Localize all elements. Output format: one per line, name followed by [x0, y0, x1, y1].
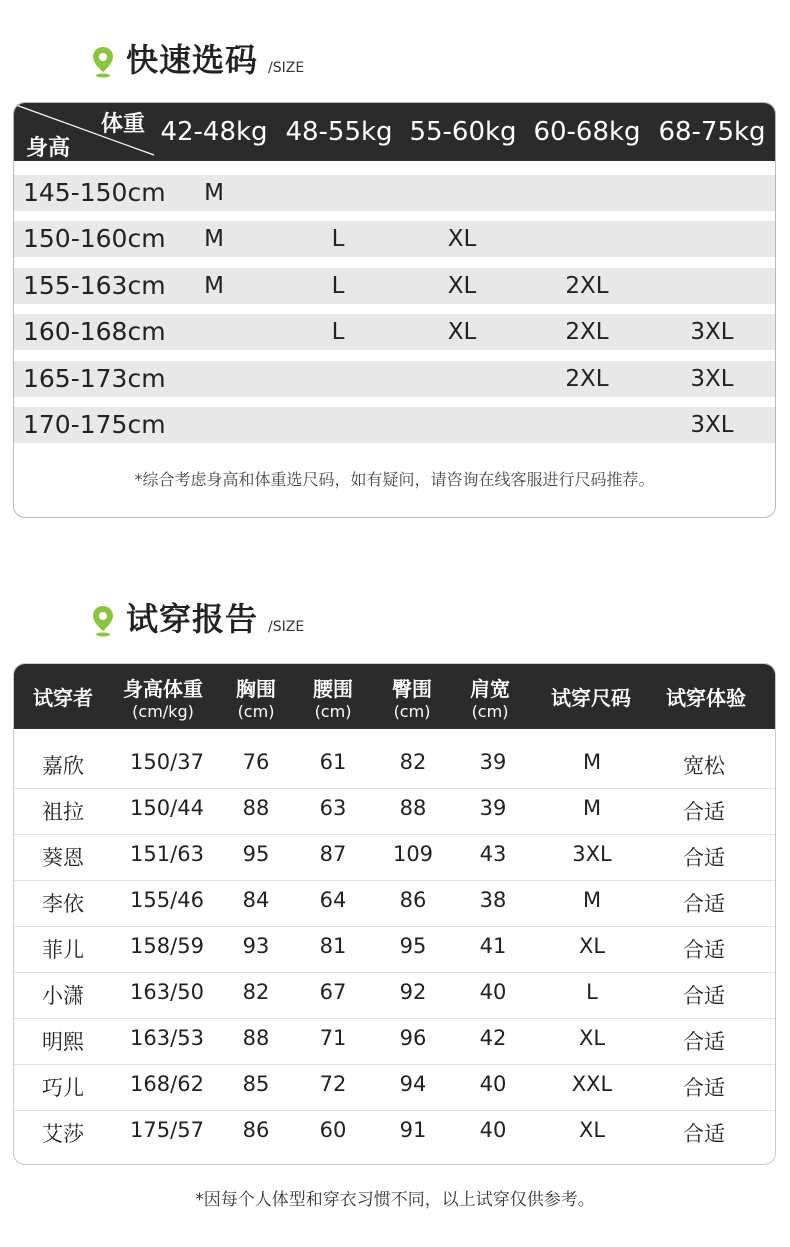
- column-header-main: 试穿者: [33, 686, 93, 710]
- hip-cell: 92: [399, 980, 427, 1004]
- waist-cell: 81: [319, 934, 347, 958]
- hip-cell: 94: [399, 1072, 427, 1096]
- section-title-fit-report: [92, 601, 304, 637]
- height-range-cell: 165-173cm: [23, 364, 166, 393]
- table-row: [14, 1064, 775, 1111]
- weight-column-header: 55-60kg: [409, 117, 517, 147]
- column-header-main: 胸围: [236, 676, 276, 701]
- hip-cell: 95: [399, 934, 427, 958]
- weight-column-header: 48-55kg: [285, 117, 393, 147]
- chest-cell: 76: [242, 750, 270, 774]
- fit-experience-cell: 宽松: [683, 754, 725, 778]
- fit-size-cell: XL: [578, 1026, 606, 1050]
- fit-size-cell: XL: [578, 934, 606, 958]
- fit-experience-cell: 合适: [683, 800, 725, 824]
- size-cell: 3XL: [690, 412, 734, 438]
- fit-experience-cell: 合适: [683, 892, 725, 916]
- fit-size-cell: XXL: [571, 1072, 613, 1096]
- chest-cell: 86: [242, 1118, 270, 1142]
- tester-name-cell: 小潇: [42, 984, 84, 1008]
- column-header-chest: [222, 664, 290, 729]
- height-weight-cell: 175/57: [130, 1118, 204, 1142]
- size-cell: L: [331, 226, 345, 252]
- chest-cell: 84: [242, 888, 270, 912]
- height-weight-cell: 155/46: [130, 888, 204, 912]
- fit-experience-cell: 合适: [683, 1030, 725, 1054]
- size-cell: 2XL: [565, 319, 609, 345]
- size-cell: L: [331, 273, 345, 299]
- fit-experience-cell: 合适: [683, 1122, 725, 1146]
- size-cell: XL: [447, 273, 477, 299]
- fit-size-cell: M: [582, 888, 602, 912]
- fit-size-cell: M: [582, 750, 602, 774]
- size-cell: 3XL: [690, 366, 734, 392]
- size-cell: 3XL: [690, 319, 734, 345]
- hip-cell: 86: [399, 888, 427, 912]
- fit-report-card: [13, 663, 776, 1165]
- fit-experience-cell: 合适: [683, 984, 725, 1008]
- waist-cell: 67: [319, 980, 347, 1004]
- fit-size-cell: XL: [578, 1118, 606, 1142]
- tester-name-cell: 葵恩: [42, 846, 84, 870]
- column-header-main: 试穿体验: [666, 686, 746, 710]
- fit-size-cell: 3XL: [572, 842, 612, 866]
- chest-cell: 93: [242, 934, 270, 958]
- fit-experience-cell: 合适: [683, 846, 725, 870]
- size-cell: M: [204, 226, 224, 252]
- column-header-tester: [20, 664, 106, 729]
- size-guide-note: *综合考虑身高和体重选尺码，如有疑问，请咨询在线客服进行尺码推荐。: [134, 470, 655, 489]
- column-header-unit: (cm/kg): [132, 701, 194, 721]
- height-weight-cell: 163/53: [130, 1026, 204, 1050]
- height-range-cell: 145-150cm: [23, 178, 166, 207]
- column-header-main: 臀围: [392, 676, 432, 701]
- table-row: [14, 788, 775, 835]
- section-subtitle: /SIZE: [268, 60, 305, 76]
- size-cell: 2XL: [565, 273, 609, 299]
- column-header-height-weight: [110, 664, 216, 729]
- column-header-unit: (cm): [393, 701, 431, 721]
- waist-cell: 63: [319, 796, 347, 820]
- column-header-waist: [299, 664, 367, 729]
- column-header-main: 肩宽: [470, 676, 510, 701]
- waist-cell: 87: [319, 842, 347, 866]
- column-header-unit: (cm): [237, 701, 275, 721]
- table-row: [14, 1110, 775, 1156]
- hip-cell: 88: [399, 796, 427, 820]
- size-guide-row: [14, 175, 775, 211]
- tester-name-cell: 嘉欣: [42, 754, 84, 778]
- size-guide-header: [14, 103, 775, 161]
- table-row: [14, 834, 775, 881]
- column-header-unit: (cm): [471, 701, 509, 721]
- waist-cell: 72: [319, 1072, 347, 1096]
- size-cell: M: [204, 273, 224, 299]
- table-row: [14, 742, 775, 789]
- waist-cell: 61: [319, 750, 347, 774]
- column-header-fit-size: [540, 664, 642, 729]
- section-title-size-guide: [92, 42, 304, 78]
- tester-name-cell: 李依: [42, 892, 84, 916]
- size-guide-row: [14, 221, 775, 257]
- size-guide-row: [14, 268, 775, 304]
- column-header-fit-experience: [655, 664, 757, 729]
- column-header-unit: (cm): [314, 701, 352, 721]
- shoulder-cell: 39: [479, 750, 507, 774]
- weight-column-header: 42-48kg: [160, 117, 268, 147]
- tester-name-cell: 祖拉: [42, 800, 84, 824]
- column-header-hip: [378, 664, 446, 729]
- waist-cell: 60: [319, 1118, 347, 1142]
- size-cell: 2XL: [565, 366, 609, 392]
- shoulder-cell: 39: [479, 796, 507, 820]
- fit-report-note: *因每个人体型和穿衣习惯不同，以上试穿仅供参考。: [195, 1190, 595, 1210]
- fit-size-cell: M: [582, 796, 602, 820]
- size-cell: M: [204, 180, 224, 206]
- table-row: [14, 880, 775, 927]
- size-guide-row: [14, 361, 775, 397]
- column-header-shoulder: [456, 664, 524, 729]
- hip-cell: 96: [399, 1026, 427, 1050]
- tester-name-cell: 巧儿: [42, 1076, 84, 1100]
- location-pin-icon: [92, 46, 114, 78]
- chest-cell: 88: [242, 796, 270, 820]
- height-weight-cell: 151/63: [130, 842, 204, 866]
- size-cell: XL: [447, 319, 477, 345]
- fit-experience-cell: 合适: [683, 938, 725, 962]
- size-cell: L: [331, 319, 345, 345]
- header-height-label: 身高: [26, 136, 71, 161]
- shoulder-cell: 40: [479, 1072, 507, 1096]
- column-header-main: 试穿尺码: [551, 686, 631, 710]
- size-guide-row: [14, 407, 775, 443]
- fit-report-header: [14, 664, 775, 729]
- height-range-cell: 155-163cm: [23, 271, 166, 300]
- shoulder-cell: 40: [479, 1118, 507, 1142]
- shoulder-cell: 38: [479, 888, 507, 912]
- height-weight-cell: 158/59: [130, 934, 204, 958]
- shoulder-cell: 41: [479, 934, 507, 958]
- height-range-cell: 150-160cm: [23, 224, 166, 253]
- size-guide-card: [13, 102, 776, 518]
- shoulder-cell: 42: [479, 1026, 507, 1050]
- waist-cell: 64: [319, 888, 347, 912]
- section-title-text: 试穿报告: [126, 600, 259, 638]
- weight-column-header: 60-68kg: [533, 117, 641, 147]
- chest-cell: 85: [242, 1072, 270, 1096]
- chest-cell: 88: [242, 1026, 270, 1050]
- height-range-cell: 160-168cm: [23, 317, 166, 346]
- fit-size-cell: L: [586, 980, 598, 1004]
- hip-cell: 82: [399, 750, 427, 774]
- chest-cell: 82: [242, 980, 270, 1004]
- table-row: [14, 972, 775, 1019]
- tester-name-cell: 明熙: [42, 1030, 84, 1054]
- header-weight-label: 体重: [101, 112, 146, 137]
- table-row: [14, 1018, 775, 1065]
- hip-cell: 109: [392, 842, 434, 866]
- hip-cell: 91: [399, 1118, 427, 1142]
- size-guide-row: [14, 314, 775, 350]
- section-subtitle: /SIZE: [268, 619, 305, 635]
- height-weight-cell: 150/37: [130, 750, 204, 774]
- weight-column-header: 68-75kg: [658, 117, 766, 147]
- height-range-cell: 170-175cm: [23, 410, 166, 439]
- height-weight-cell: 168/62: [130, 1072, 204, 1096]
- height-weight-cell: 163/50: [130, 980, 204, 1004]
- tester-name-cell: 艾莎: [42, 1122, 84, 1146]
- chest-cell: 95: [242, 842, 270, 866]
- tester-name-cell: 菲儿: [42, 938, 84, 962]
- section-title-text: 快速选码: [126, 41, 259, 79]
- height-weight-cell: 150/44: [130, 796, 204, 820]
- table-row: [14, 926, 775, 973]
- column-header-main: 腰围: [313, 676, 353, 701]
- shoulder-cell: 40: [479, 980, 507, 1004]
- location-pin-icon: [92, 605, 114, 637]
- waist-cell: 71: [319, 1026, 347, 1050]
- column-header-main: 身高体重: [123, 676, 203, 701]
- size-cell: XL: [447, 226, 477, 252]
- shoulder-cell: 43: [479, 842, 507, 866]
- fit-experience-cell: 合适: [683, 1076, 725, 1100]
